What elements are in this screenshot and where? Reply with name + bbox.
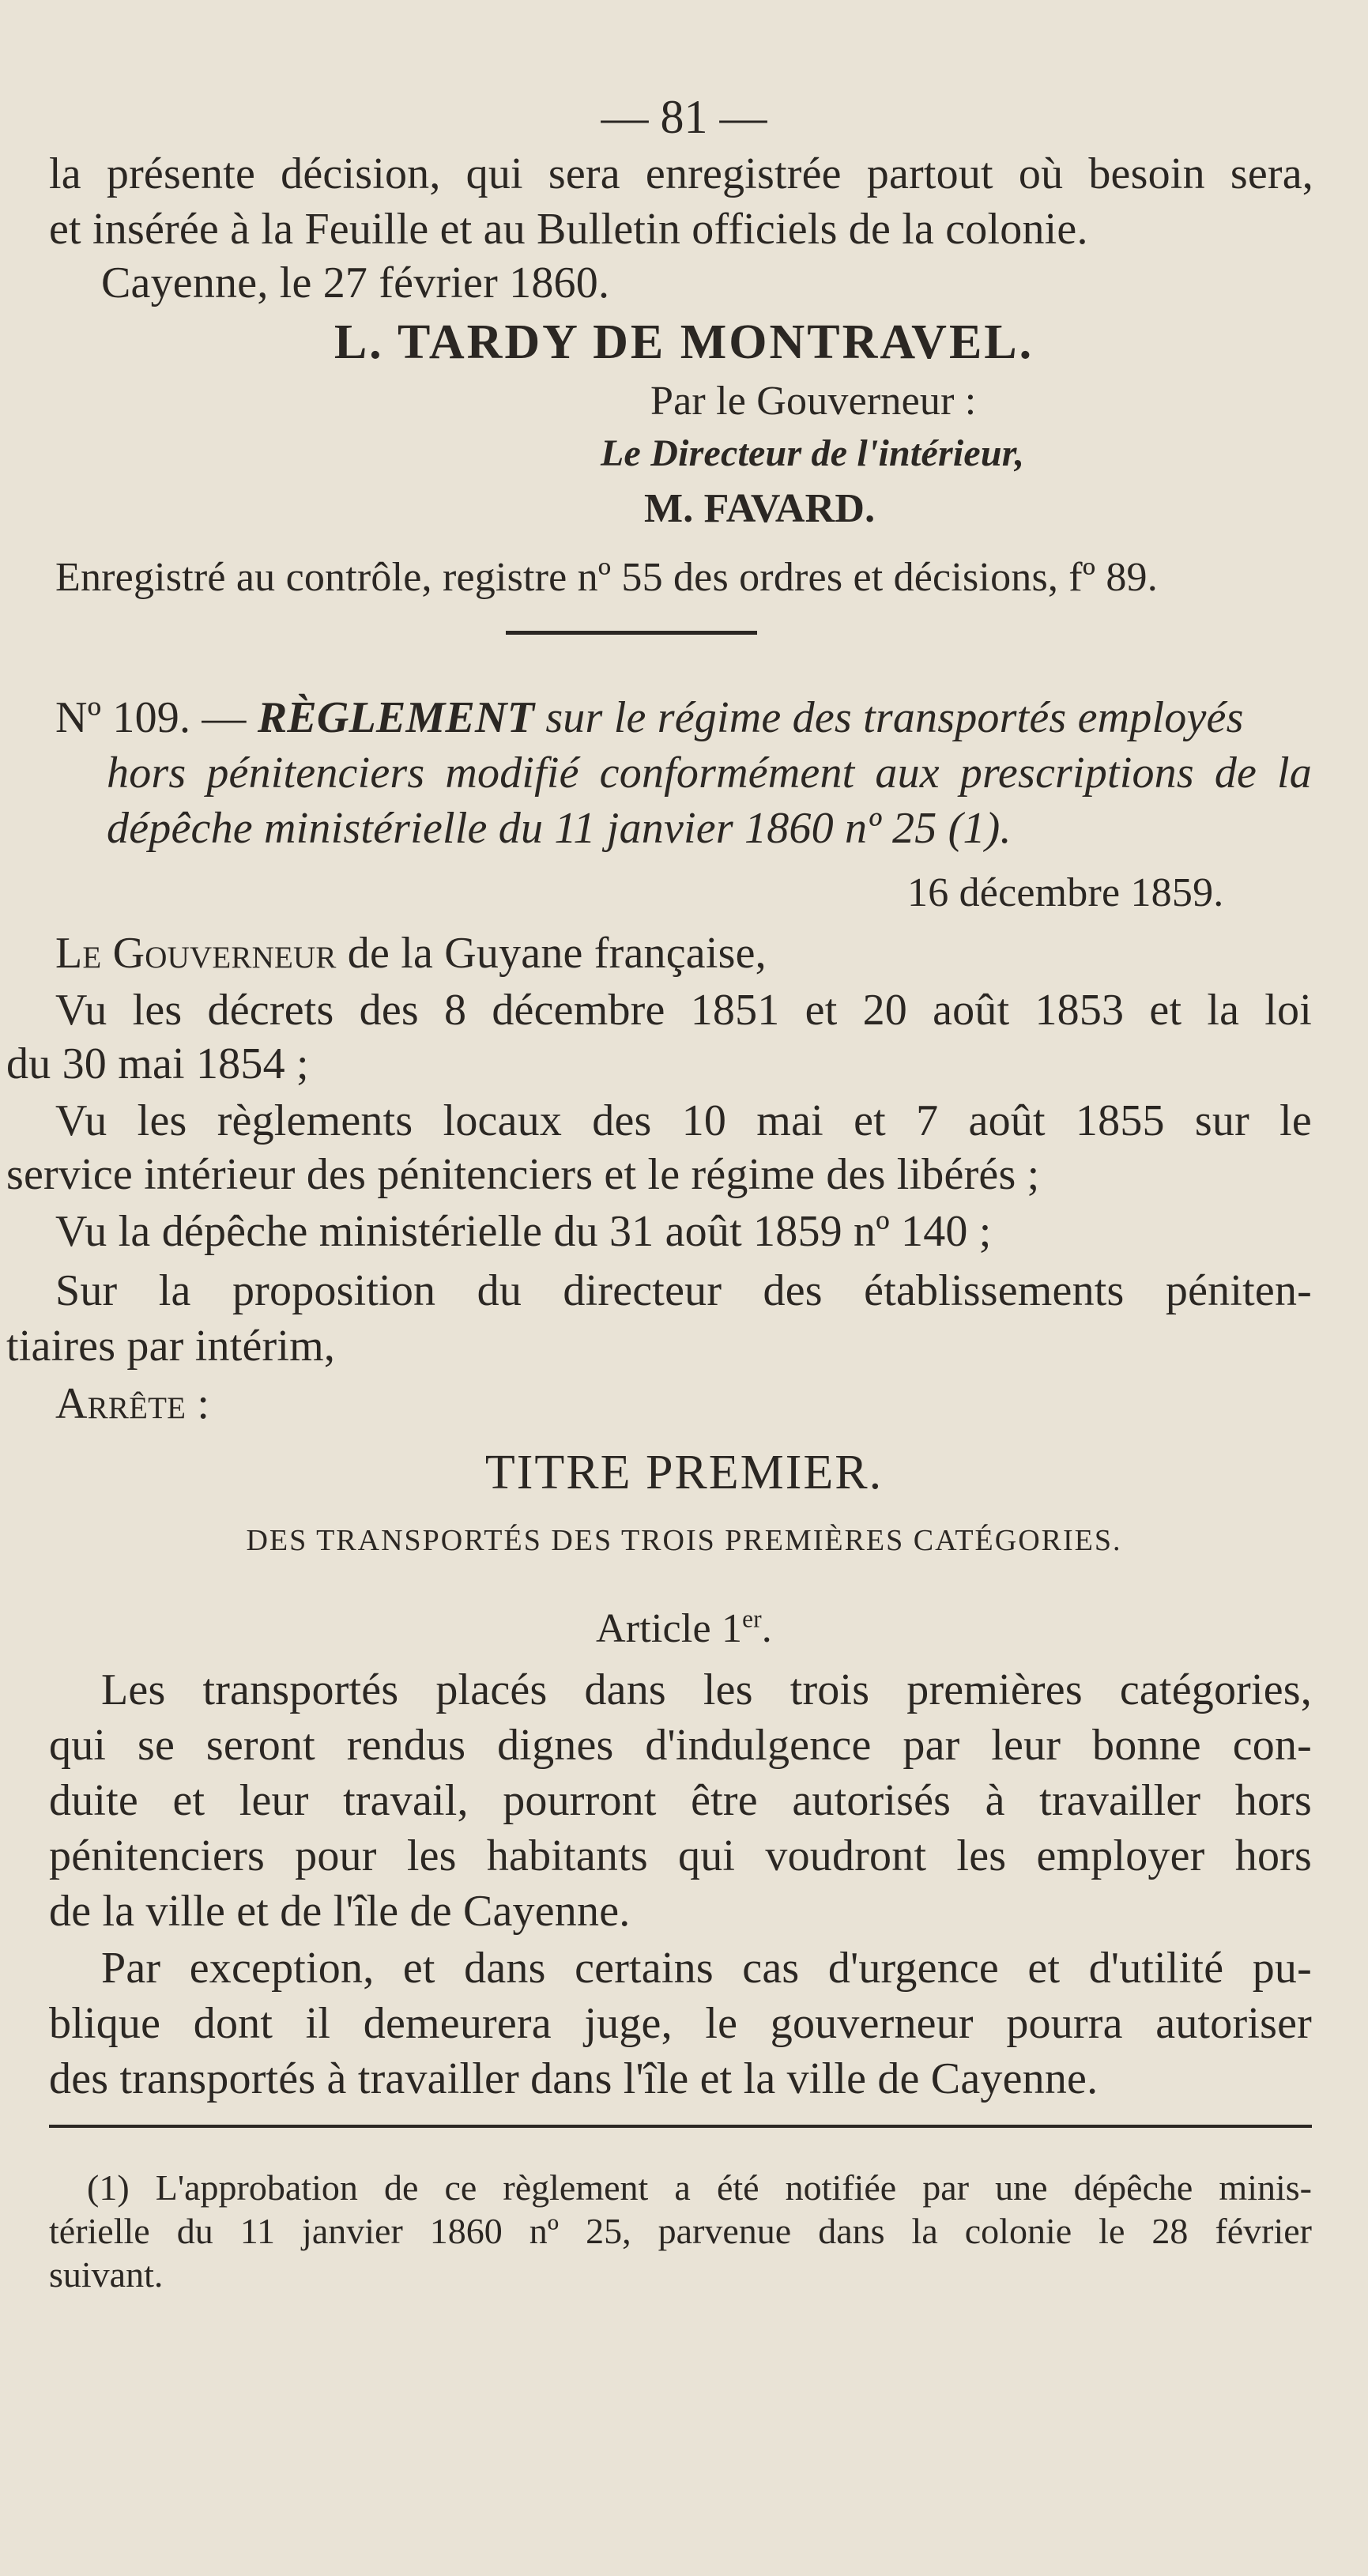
vu-depeche: Vu la dépêche ministérielle du 31 août 1859 nº 140 ; [55, 1207, 992, 1256]
vu-decrets-line-2: du 30 mai 1854 ; [6, 1039, 309, 1088]
reglement-title-rest: sur le régime des transportés employés [545, 693, 1244, 742]
gouverneur-label: Le Gouverneur [55, 929, 337, 978]
sur-proposition-line-2: tiaires par intérim, [6, 1322, 336, 1371]
article-dot: . [761, 1606, 772, 1651]
vu-reglements-line-1: Vu les règlements locaux des 10 mai et 7 août 1855 sur le [55, 1096, 1312, 1145]
footnote-line-3: suivant. [49, 2254, 164, 2295]
reglement-number: Nº 109. — [55, 693, 247, 742]
signature-director: M. FAVARD. [644, 486, 876, 531]
article-label: Article 1 [595, 1606, 743, 1651]
arrete-label: Arrête : [55, 1379, 210, 1428]
article-p2-line-2: blique dont il demeurera juge, le gouverneur pourra autoriser [49, 1999, 1312, 2048]
sur-proposition-line-1: Sur la proposition du directeur des établissements péniten- [55, 1266, 1312, 1315]
article-sup: er [742, 1605, 762, 1633]
decision-end-line-2: et insérée à la Feuille et au Bulletin officiels de la colonie. [49, 205, 1088, 254]
signature-name: L. TARDY DE MONTRAVEL. [334, 315, 1034, 369]
article-p1-line-5: de la ville et de l'île de Cayenne. [49, 1887, 631, 1936]
reglement-title-line-2: hors pénitenciers modifié conformément aux prescriptions de la [107, 749, 1312, 798]
reglement-title-line-3: dépêche ministérielle du 11 janvier 1860 nº 25 (1). [107, 804, 1012, 853]
footnote-line-1: (1) L'approbation de ce règlement a été notifiée par une dépêche minis- [87, 2167, 1312, 2208]
signature-role: Le Directeur de l'intérieur, [601, 432, 1025, 474]
article-p1-line-4: pénitenciers pour les habitants qui voudront les employer hors [49, 1831, 1312, 1880]
registration-note: Enregistré au contrôle, registre nº 55 des ordres et décisions, fº 89. [55, 555, 1158, 600]
article-p1-line-1: Les transportés placés dans les trois premières catégories, [101, 1665, 1312, 1714]
page-number: — 81 — [601, 91, 767, 143]
titre-subheading: DES TRANSPORTÉS DES TROIS PREMIÈRES CATÉGORIES. [246, 1524, 1122, 1557]
footnote-rule [49, 2125, 1312, 2128]
signature-par-gouverneur: Par le Gouverneur : [650, 379, 977, 424]
titre-premier: TITRE PREMIER. [484, 1446, 884, 1499]
footnote-line-2: térielle du 11 janvier 1860 nº 25, parvenue dans la colonie le 28 février [49, 2211, 1312, 2251]
vu-reglements-line-2: service intérieur des pénitenciers et le régime des libérés ; [6, 1150, 1040, 1199]
reglement-date: 16 décembre 1859. [907, 870, 1224, 915]
article-p1-line-2: qui se seront rendus dignes d'indulgence par leur bonne con- [49, 1721, 1312, 1770]
decision-end-line-1: la présente décision, qui sera enregistrée partout où besoin sera, [49, 149, 1313, 198]
reglement-title-line-1 [55, 693, 1244, 742]
preamble-gouverneur [55, 929, 767, 978]
section-divider [506, 631, 757, 635]
article-p1-line-3: duite et leur travail, pourront être autorisés à travailler hors [49, 1776, 1312, 1825]
article-p2-line-1: Par exception, et dans certains cas d'urgence et d'utilité pu- [101, 1944, 1312, 1993]
reglement-title-bold: RÈGLEMENT [257, 693, 535, 742]
decision-date: Cayenne, le 27 février 1860. [101, 258, 610, 307]
article-heading [0, 1605, 1368, 1651]
vu-decrets-line-1: Vu les décrets des 8 décembre 1851 et 20 août 1853 et la loi [55, 986, 1312, 1035]
article-p2-line-3: des transportés à travailler dans l'île et la ville de Cayenne. [49, 2054, 1099, 2103]
gouverneur-rest: de la Guyane française, [347, 929, 767, 978]
